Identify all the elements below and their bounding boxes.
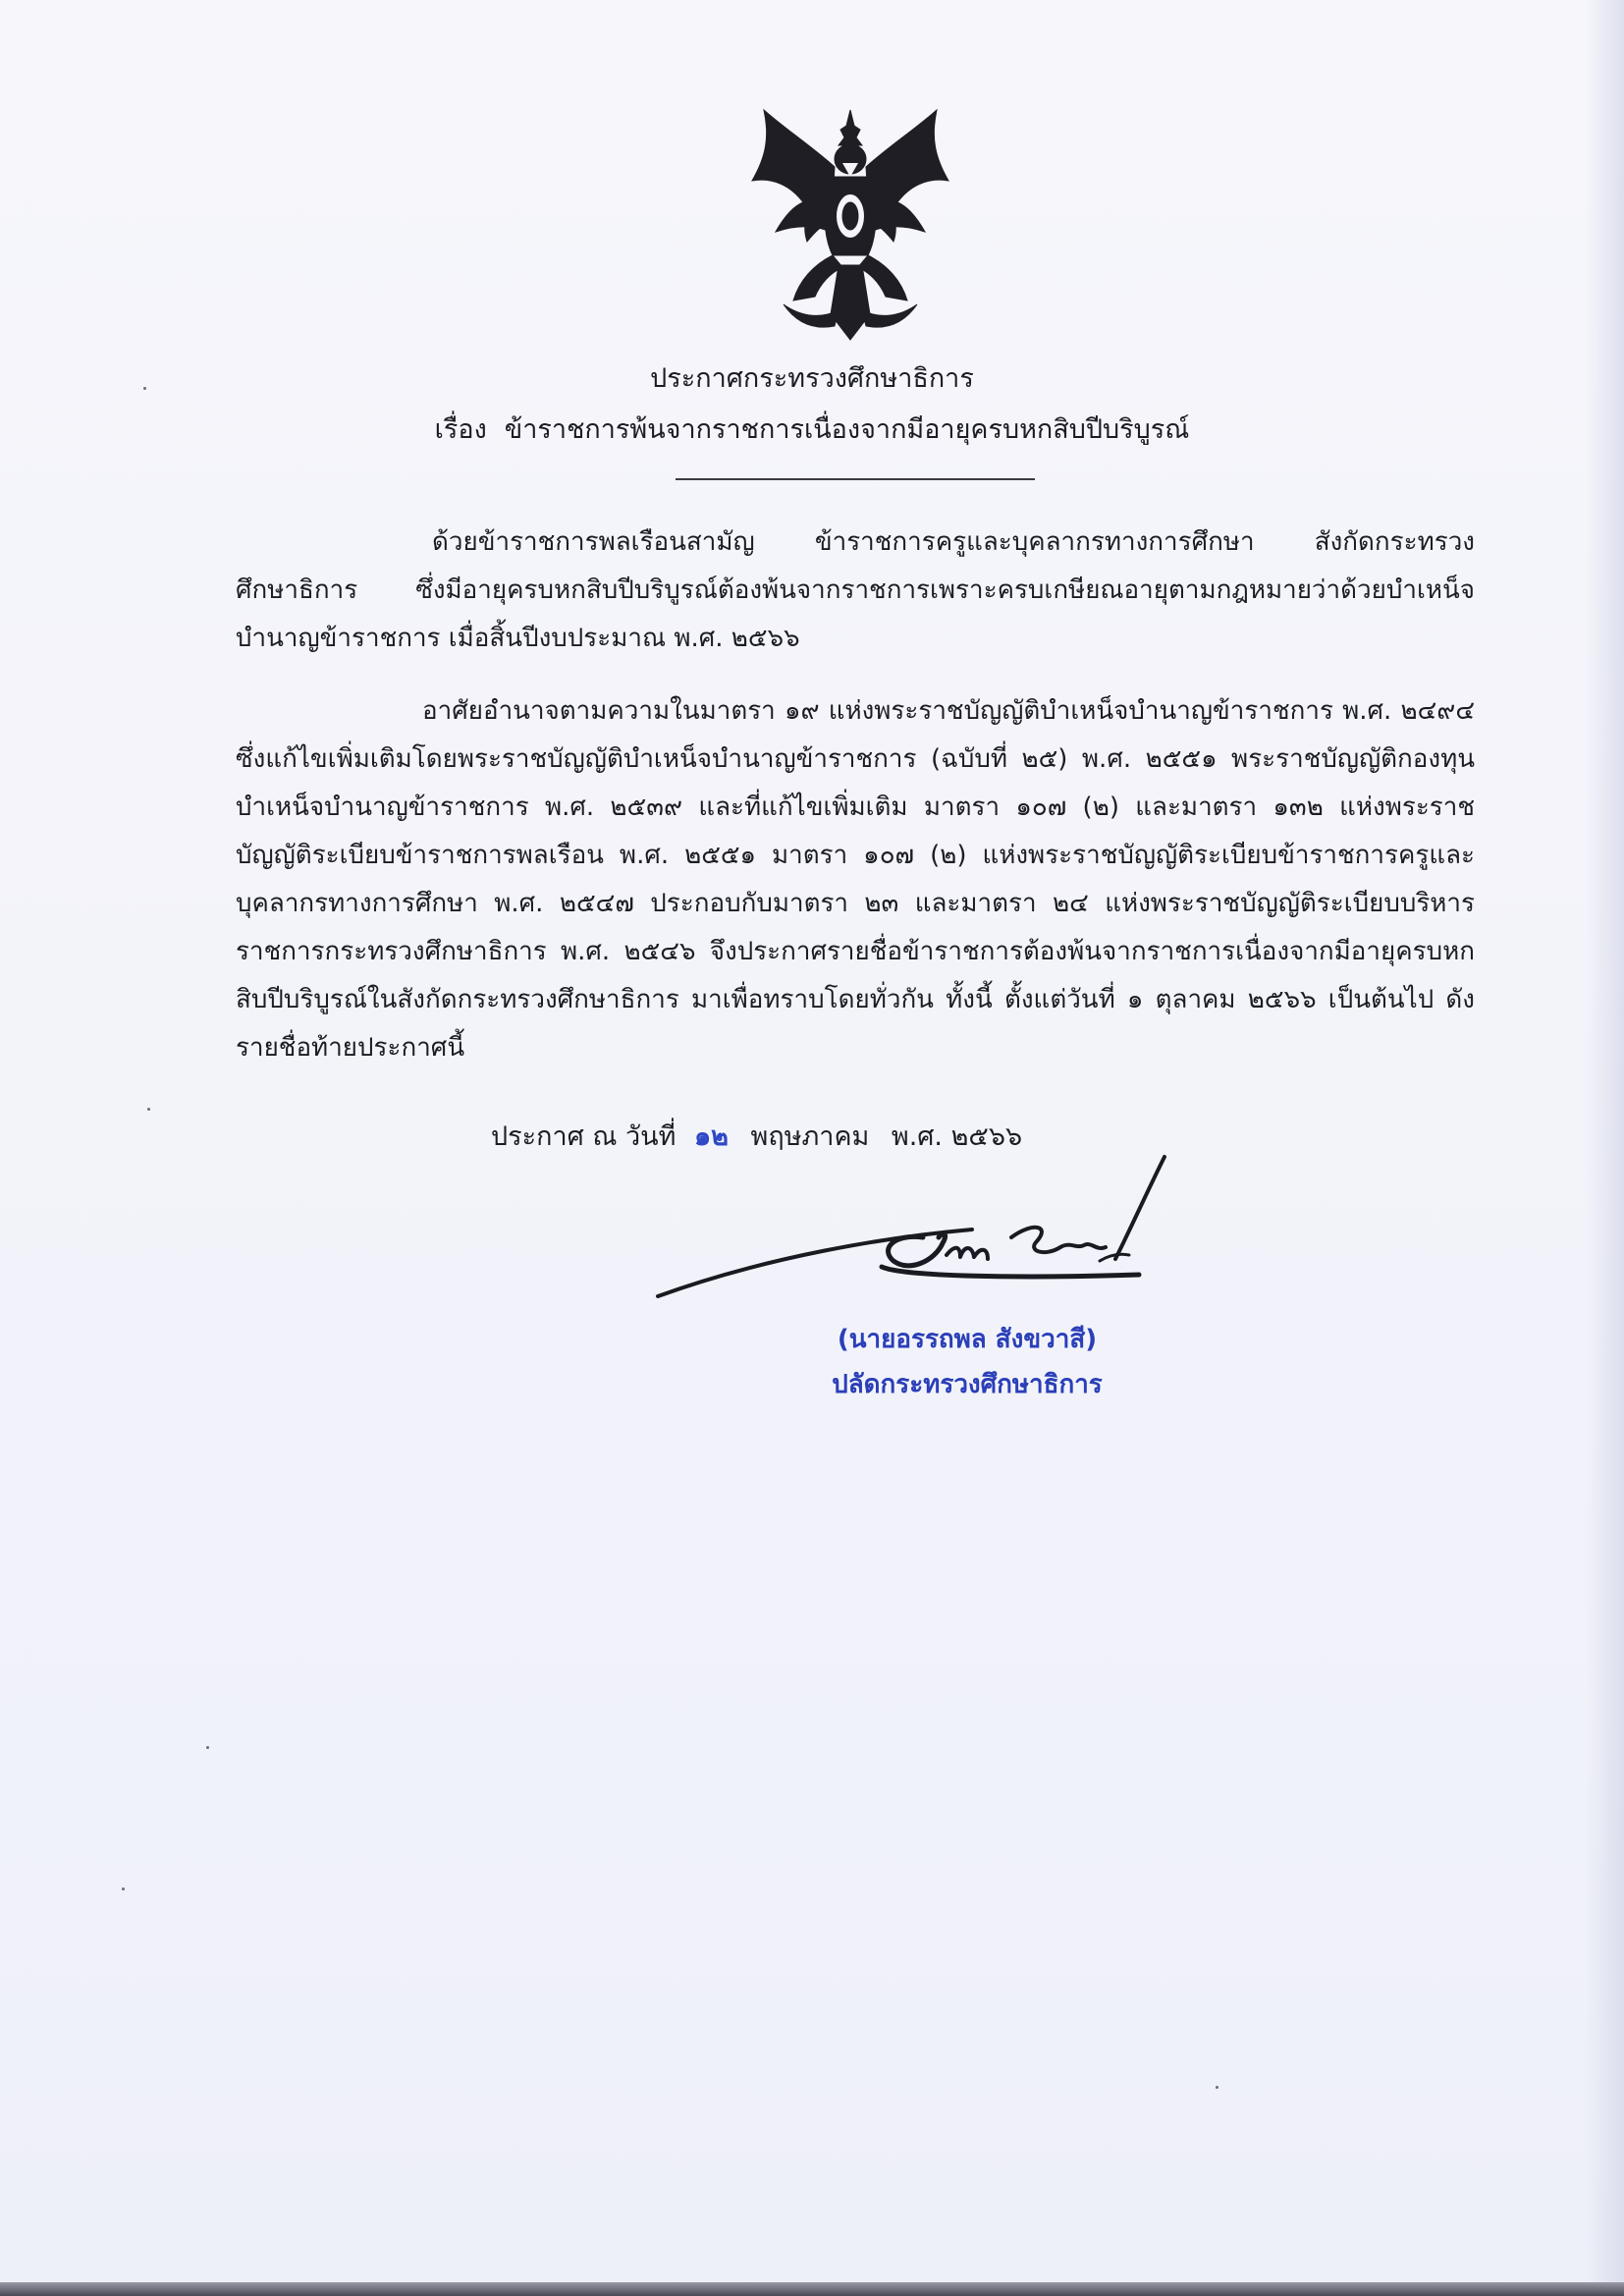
subject-line [0, 412, 1624, 448]
date-year: พ.ศ. ๒๕๖๖ [891, 1121, 1023, 1152]
subject-label: เรื่อง [434, 414, 487, 445]
scan-speck [143, 387, 146, 390]
announcement-title: ประกาศกระทรวงศึกษาธิการ [650, 363, 974, 394]
scan-speck [1216, 2086, 1218, 2089]
scan-bottom-edge [0, 2282, 1624, 2296]
date-prefix: ประกาศ ณ วันที่ [491, 1121, 677, 1152]
scan-speck [206, 1746, 209, 1749]
scan-edge-shadow [1585, 0, 1624, 2282]
date-month: พฤษภาคม [750, 1121, 870, 1152]
scan-speck [147, 1108, 150, 1111]
handwritten-signature-icon [648, 1139, 1178, 1306]
paragraph-1: ด้วยข้าราชการพลเรือนสามัญ ข้าราชการครูและบุคลากรทางการศึกษา สังกัดกระทรวงศึกษาธิการ ซึ่งมีอายุครบหกสิบปีบริบูรณ์ต้องพ้นจากราชการเพราะครบเกษียณอายุตามกฎหมายว่าด้วยบำเหน็จบำนาญข้าราชการ เมื่อสิ้นปีงบประมาณ พ.ศ. ๒๕๖๖ [236, 527, 1475, 653]
paragraph-2: อาศัยอำนาจตามความในมาตรา ๑๙ แห่งพระราชบัญญัติบำเหน็จบำนาญข้าราชการ พ.ศ. ๒๔๙๔ ซึ่งแก้ไขเพิ่มเติมโดยพระราชบัญญัติบำเหน็จบำนาญข้าราชการ (ฉบับที่ ๒๕) พ.ศ. ๒๕๕๑ พระราชบัญญัติกองทุนบำเหน็จบำนาญข้าราชการ พ.ศ. ๒๕๓๙ และที่แก้ไขเพิ่มเติม มาตรา ๑๐๗ (๒) และมาตรา ๑๓๒ แห่งพระราชบัญญัติระเบียบข้าราชการพลเรือน พ.ศ. ๒๕๕๑ มาตรา ๑๐๗ (๒) แห่งพระราชบัญญัติระเบียบข้าราชการครูและบุคลากรทางการศึกษา พ.ศ. ๒๕๔๗ ประกอบกับมาตรา ๒๓ และมาตรา ๒๔ แห่งพระราชบัญญัติระเบียบบริหารราชการกระทรวงศึกษาธิการ พ.ศ. ๒๕๔๖ จึงประกาศรายชื่อข้าราชการต้องพ้นจากราชการเนื่องจากมีอายุครบหกสิบปีบริบูรณ์ในสังกัดกระทรวงศึกษาธิการ มาเพื่อทราบโดยทั่วกัน ทั้งนี้ ตั้งแต่วันที่ ๑ ตุลาคม ๒๕๖๖ เป็นต้นไป ดังรายชื่อท้ายประกาศนี้ [236, 696, 1475, 1063]
signer-name: (นายอรรถพล สังขวาสี) [837, 1325, 1098, 1354]
scan-speck [122, 1887, 125, 1890]
date-day: ๑๒ [694, 1121, 729, 1152]
garuda-emblem-icon [744, 108, 956, 344]
header-divider [676, 478, 1035, 480]
subject-text: ข้าราชการพ้นจากราชการเนื่องจากมีอายุครบหกสิบปีบริบูรณ์ [504, 414, 1190, 445]
signer-title: ปลัดกระทรวงศึกษาธิการ [832, 1370, 1103, 1399]
